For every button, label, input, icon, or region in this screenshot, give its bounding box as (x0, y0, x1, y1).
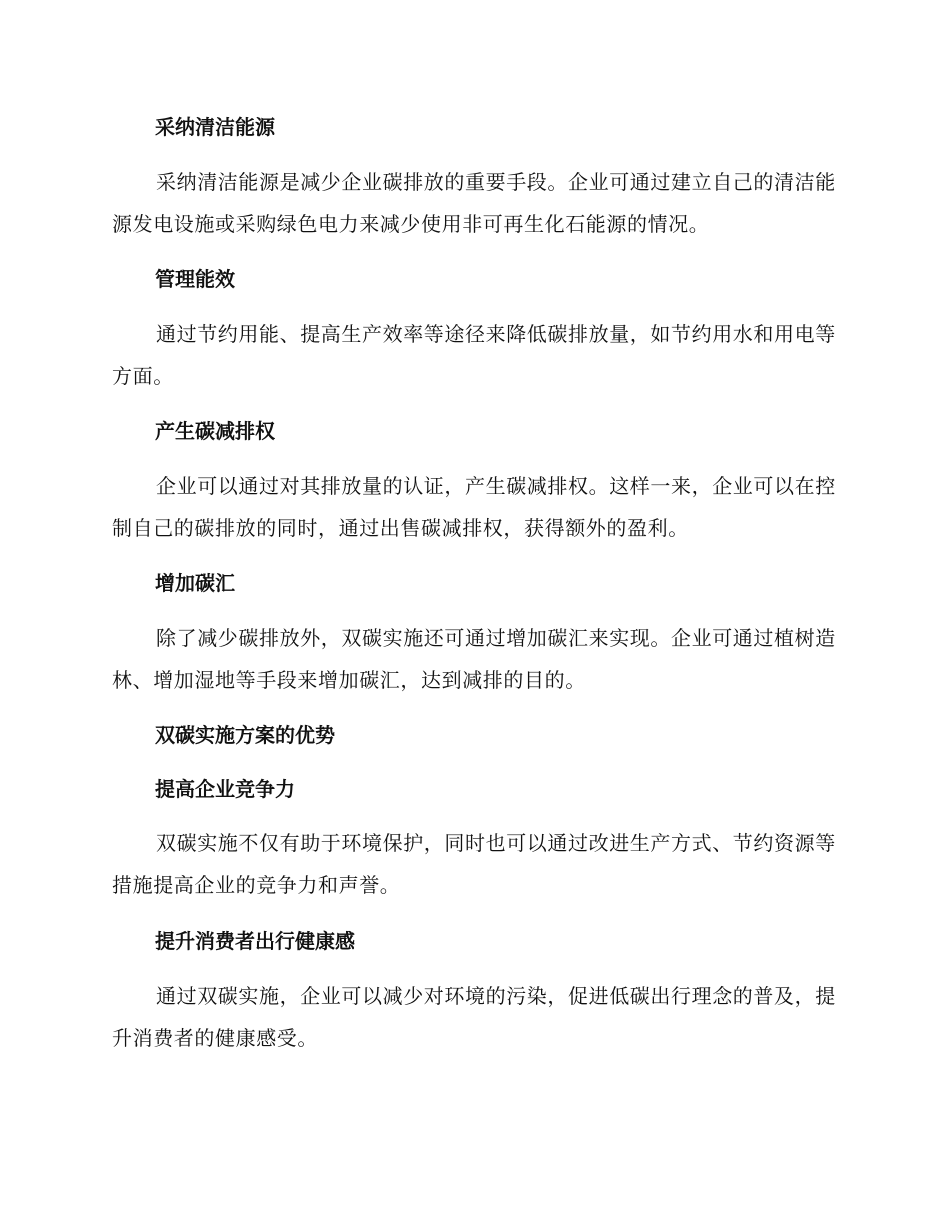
section-body-consumer-health: 通过双碳实施，企业可以减少对环境的污染，促进低碳出行理念的普及，提升消费者的健康感受。 (112, 984, 836, 1050)
section-heading-clean-energy: 采纳清洁能源 (155, 115, 275, 139)
section-heading-carbon-sink: 增加碳汇 (155, 571, 235, 595)
section-heading-competitiveness: 提高企业竞争力 (155, 777, 295, 801)
section-body-competitiveness: 双碳实施不仅有助于环境保护，同时也可以通过改进生产方式、节约资源等措施提高企业的竞争力和声誉。 (112, 831, 836, 897)
section-body-carbon-credits: 企业可以通过对其排放量的认证，产生碳减排权。这样一来，企业可以在控制自己的碳排放的同时，通过出售碳减排权，获得额外的盈利。 (112, 474, 836, 540)
section-heading-energy-efficiency: 管理能效 (155, 267, 235, 291)
section-heading-carbon-credits: 产生碳减排权 (155, 419, 275, 443)
section-heading-advantages: 双碳实施方案的优势 (155, 723, 335, 747)
section-body-clean-energy: 采纳清洁能源是减少企业碳排放的重要手段。企业可通过建立自己的清洁能源发电设施或采购绿色电力来减少使用非可再生化石能源的情况。 (112, 170, 836, 236)
section-heading-consumer-health: 提升消费者出行健康感 (155, 929, 355, 953)
section-body-carbon-sink: 除了减少碳排放外，双碳实施还可通过增加碳汇来实现。企业可通过植树造林、增加湿地等手段来增加碳汇，达到减排的目的。 (112, 626, 836, 692)
section-body-energy-efficiency: 通过节约用能、提高生产效率等途径来降低碳排放量，如节约用水和用电等方面。 (112, 322, 836, 388)
